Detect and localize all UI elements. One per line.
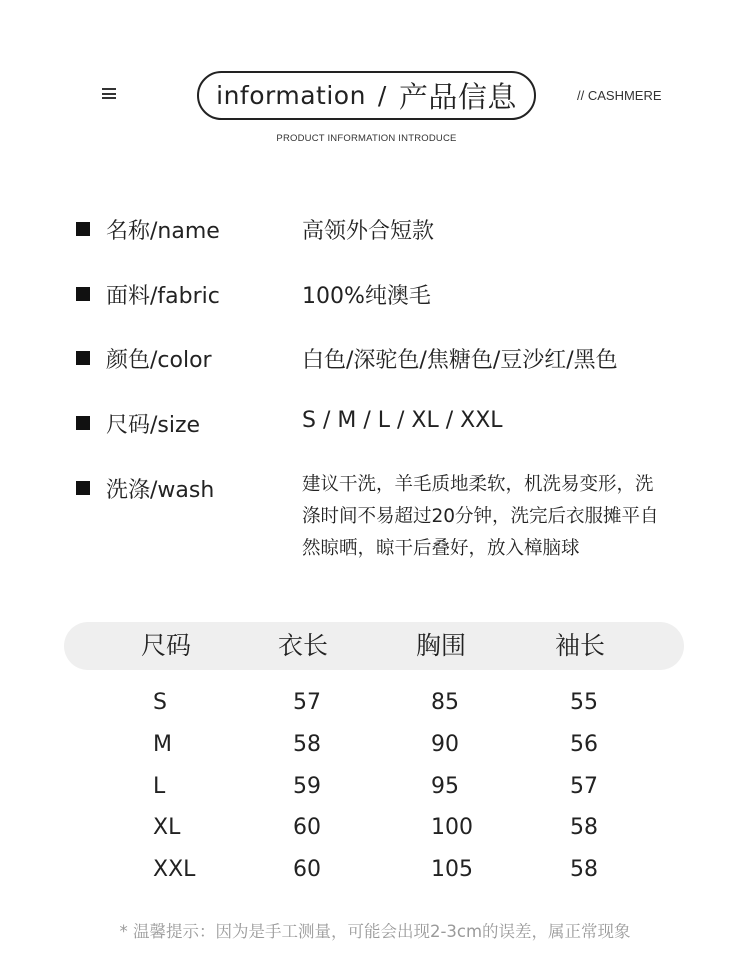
info-label: 颜色/color [106,348,212,373]
cell-sleeve: 56 [570,732,598,757]
cell-chest: 90 [431,732,459,757]
cell-sleeve: 58 [570,815,598,840]
info-value: 高领外合短款 [302,219,435,244]
header-length: 衣长 [278,631,329,660]
bullet-square [76,481,90,495]
wash-line: 涤时间不易超过20分钟，洗完后衣服摊平自 [302,506,659,527]
cell-sleeve: 58 [570,857,598,882]
bullet-square [76,351,90,365]
menu-icon[interactable] [102,88,116,99]
cell-chest: 85 [431,690,459,715]
cell-size: L [153,774,166,799]
bullet-square [76,416,90,430]
header-size: 尺码 [141,631,192,660]
wash-line: 建议干洗，羊毛质地柔软，机洗易变形，洗 [302,474,654,495]
info-label: 面料/fabric [106,284,220,309]
cell-sleeve: 55 [570,690,598,715]
cell-size: S [153,690,167,715]
info-value-wash [302,469,702,565]
cell-sleeve: 57 [570,774,598,799]
cell-length: 57 [293,690,321,715]
title-english: information [216,81,366,110]
measurement-note: * 温馨提示：因为是手工测量，可能会出现2-3cm的误差，属正常现象 [119,922,631,941]
title-pill [197,71,536,120]
brand-label: // CASHMERE [577,88,662,103]
cell-size: XXL [153,857,196,882]
header-sleeve: 袖长 [555,631,606,660]
info-value: 白色/深驼色/焦糖色/豆沙红/黑色 [302,348,618,373]
info-label: 尺码/size [106,413,201,438]
bullet-square [76,222,90,236]
cell-chest: 95 [431,774,459,799]
subtitle: PRODUCT INFORMATION INTRODUCE [276,133,457,144]
size-table-header [64,622,684,670]
bullet-square [76,287,90,301]
cell-chest: 100 [431,815,473,840]
header-chest: 胸围 [416,631,467,660]
info-label: 洗涤/wash [106,478,215,503]
wash-line: 然晾晒，晾干后叠好，放入樟脑球 [302,538,580,559]
cell-length: 60 [293,815,321,840]
info-value: 100%纯澳毛 [302,284,431,309]
cell-size: M [153,732,172,757]
cell-chest: 105 [431,857,473,882]
cell-length: 60 [293,857,321,882]
cell-length: 59 [293,774,321,799]
title-separator: / [377,81,387,110]
info-value: S / M / L / XL / XXL [302,408,503,433]
cell-size: XL [153,815,181,840]
cell-length: 58 [293,732,321,757]
info-label: 名称/name [106,219,220,244]
title-chinese: 产品信息 [398,80,517,114]
